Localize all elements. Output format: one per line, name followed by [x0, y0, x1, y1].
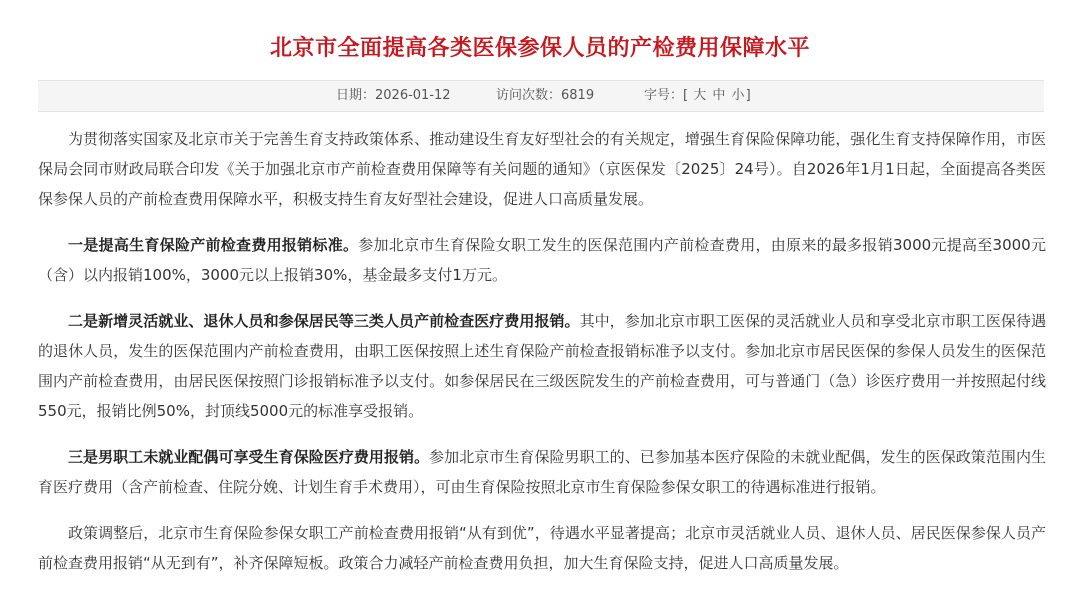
- visits-value: 6819: [561, 88, 595, 103]
- bracket-close: ]: [745, 88, 751, 103]
- visits-label: 访问次数：: [496, 88, 562, 103]
- summary-paragraph: 政策调整后，北京市生育保险参保女职工产前检查费用报销“从有到优”，待遇水平显著提高；北京市灵活就业人员、退休人员、居民医保参保人员产前检查费用报销“从无到有”，补齐保障短板。政策合力减轻产前检查费用负担，加大生育保险支持，促进人口高质量发展。: [38, 524, 1046, 572]
- policy-body-1: 参加北京市生育保险女职工发生的医保范围内产前检查费用，由原来的最多报销3000元提高至3000元（含）以内报销100%，3000元以上报销30%，基金最多支付1万元。: [38, 236, 1046, 284]
- intro-paragraph: 为贯彻落实国家及北京市关于完善生育支持政策体系、推动建设生育友好型社会的有关规定，增强生育保险保障功能，强化生育支持保障作用，市医保局会同市财政局联合印发《关于加强北京市产前检查费用保障等有关问题的通知》（京医保发〔2025〕24号）。自2026年1月1日起，全面提高各类医保参保人员的产前检查费用保障水平，积极支持生育友好型社会建设，促进人口高质量发展。: [38, 130, 1046, 208]
- font-size-small-button[interactable]: 小: [731, 88, 745, 103]
- policy-heading-1: 一是提高生育保险产前检查费用报销标准。: [68, 236, 359, 254]
- date-value: 2026-01-12: [375, 88, 451, 103]
- article-body: [38, 124, 1046, 594]
- font-size-label: 字号：: [644, 88, 684, 103]
- policy-paragraph-1: [38, 230, 1046, 290]
- article-title: 北京市全面提高各类医保参保人员的产检费用保障水平: [269, 35, 810, 61]
- policy-paragraph-2: [38, 306, 1046, 426]
- policy-paragraph-3: [38, 442, 1046, 502]
- policy-body-3: 参加北京市生育保险男职工的、已参加基本医疗保险的未就业配偶，发生的医保政策范围内生育医疗费用（含产前检查、住院分娩、计划生育手术费用），可由生育保险按照北京市生育保险参保女职工的待遇标准进行报销。: [38, 448, 1046, 496]
- visit-count: [496, 81, 594, 111]
- font-size-control: [644, 81, 751, 111]
- publish-date: [336, 81, 451, 111]
- date-label: 日期：: [336, 88, 376, 103]
- bracket-open: [: [683, 88, 689, 103]
- policy-heading-2: 二是新增灵活就业、退休人员和参保居民等三类人员产前检查医疗费用报销。: [68, 312, 580, 330]
- policy-heading-3: 三是男职工未就业配偶可享受生育保险医疗费用报销。: [68, 448, 430, 466]
- article-meta-bar: [38, 80, 1044, 112]
- font-size-medium-button[interactable]: 中: [712, 88, 726, 103]
- policy-body-2: 其中，参加北京市职工医保的灵活就业人员和享受北京市职工医保待遇的退休人员，发生的医保范围内产前检查费用，由职工医保按照上述生育保险产前检查报销标准予以支付。参加北京市居民医保的参保人员发生的医保范围内产前检查费用，由居民医保按照门诊报销标准予以支付。如参保居民在三级医院发生的产前检查费用，可与普通门（急）诊医疗费用一并按照起付线550元，报销比例50%，封顶线5000元的标准享受报销。: [38, 312, 1046, 420]
- font-size-large-button[interactable]: 大: [693, 88, 707, 103]
